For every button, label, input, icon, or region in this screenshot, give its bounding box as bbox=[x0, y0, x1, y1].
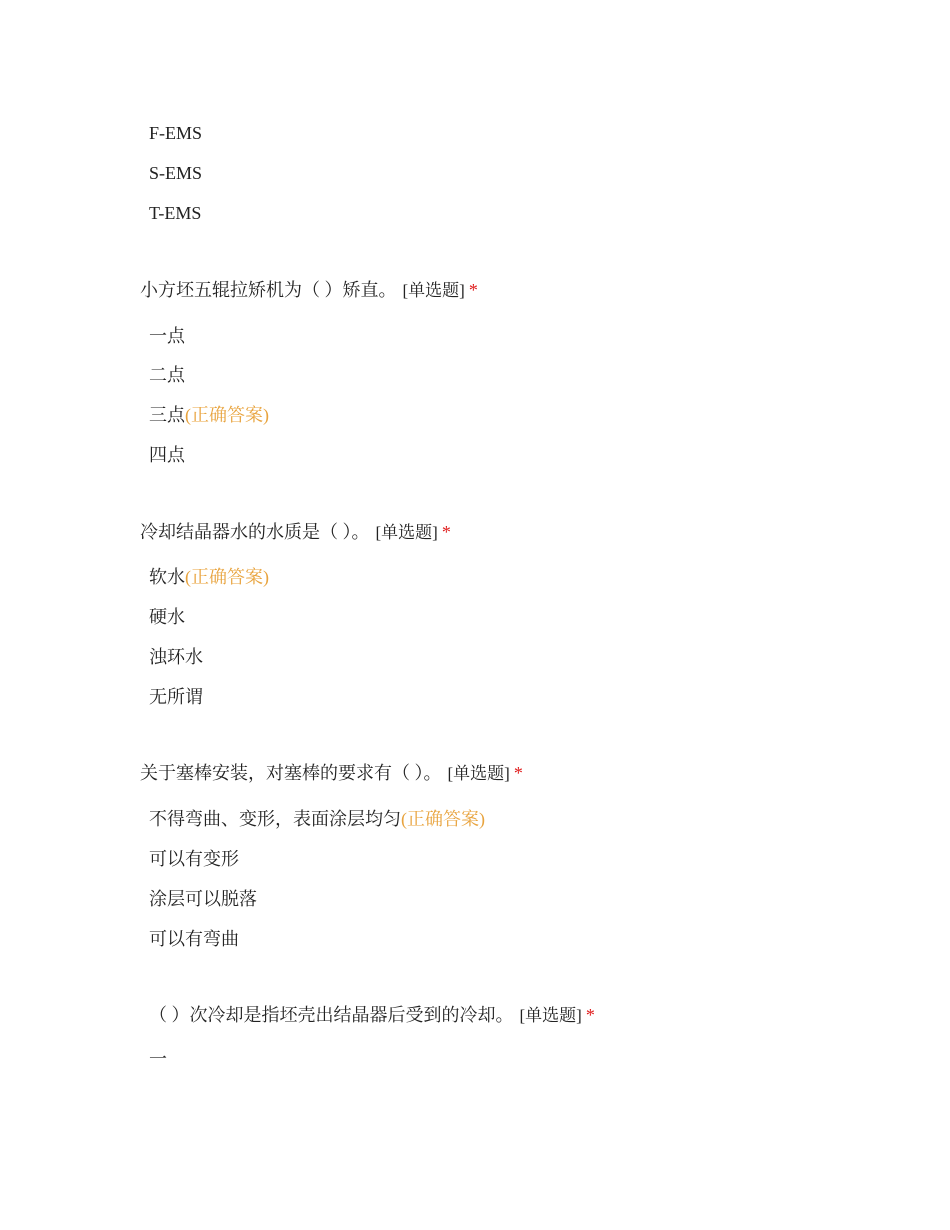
option-t-ems: T-EMS bbox=[149, 203, 202, 223]
question-type-label: [单选题] bbox=[375, 523, 438, 542]
required-mark: * bbox=[468, 280, 478, 300]
question-text: （ ）次冷却是指坯壳出结晶器后受到的冷却。 bbox=[149, 1005, 514, 1025]
required-mark: * bbox=[585, 1005, 595, 1025]
option-correct bbox=[149, 565, 269, 589]
option: 一 bbox=[149, 1049, 167, 1069]
correct-answer-label: (正确答案) bbox=[185, 567, 269, 587]
option: 二点 bbox=[149, 365, 185, 385]
option-text: 不得弯曲、变形，表面涂层均匀 bbox=[149, 809, 401, 829]
question-title bbox=[140, 520, 451, 545]
option: 涂层可以脱落 bbox=[149, 889, 257, 909]
option-text: 三点 bbox=[149, 405, 185, 425]
correct-answer-label: (正确答案) bbox=[185, 405, 269, 425]
option: 可以有弯曲 bbox=[149, 929, 239, 949]
option-correct bbox=[149, 403, 269, 427]
required-mark: * bbox=[441, 522, 451, 542]
question-type-label: [单选题] bbox=[519, 1006, 582, 1025]
option: 一点 bbox=[149, 326, 185, 346]
option: 四点 bbox=[149, 445, 185, 465]
correct-answer-label: (正确答案) bbox=[401, 809, 485, 829]
option: 无所谓 bbox=[149, 687, 203, 707]
option: 硬水 bbox=[149, 607, 185, 627]
required-mark: * bbox=[513, 763, 523, 783]
option: 浊环水 bbox=[149, 647, 203, 667]
option-text: 软水 bbox=[149, 567, 185, 587]
question-title bbox=[140, 761, 523, 786]
question-text: 关于塞棒安装，对塞棒的要求有（ ）。 bbox=[140, 763, 442, 783]
question-type-label: [单选题] bbox=[402, 281, 465, 300]
option-correct bbox=[149, 807, 485, 831]
question-title bbox=[149, 1003, 595, 1028]
question-title bbox=[140, 278, 478, 303]
option: 可以有变形 bbox=[149, 849, 239, 869]
question-text: 小方坯五辊拉矫机为（ ）矫直。 bbox=[140, 280, 397, 300]
option-s-ems: S-EMS bbox=[149, 163, 203, 183]
question-type-label: [单选题] bbox=[447, 764, 510, 783]
option-f-ems: F-EMS bbox=[149, 123, 203, 143]
question-text: 冷却结晶器水的水质是（ ）。 bbox=[140, 522, 370, 542]
